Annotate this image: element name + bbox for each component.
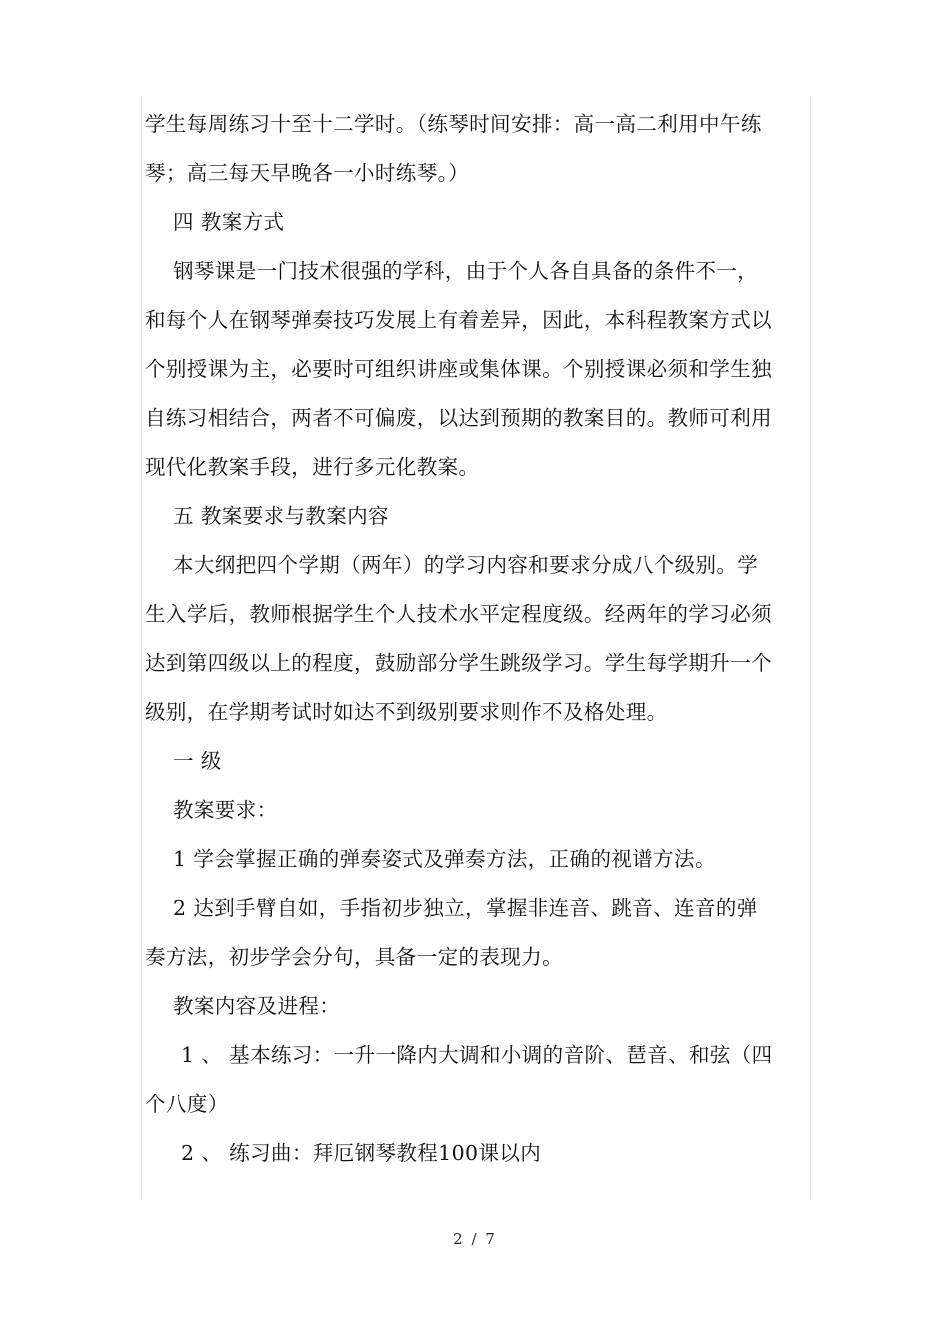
text-line: 个别授课为主，必要时可组织讲座或集体课。个别授课必须和学生独 [145, 357, 772, 381]
text-line: 现代化教案手段，进行多元化教案。 [145, 455, 480, 479]
text-line: 和每个人在钢琴弹奏技巧发展上有着差异，因此，本科程教案方式以 [145, 308, 772, 332]
text-line: 个八度） [145, 1092, 229, 1116]
text-line: 生入学后，教师根据学生个人技术水平定程度级。经两年的学习必须 [145, 602, 772, 626]
text-line: 琴；高三每天早晚各一小时练琴。） [145, 161, 470, 185]
text-line: 级别，在学期考试时如达不到级别要求则作不及格处理。 [145, 700, 668, 724]
section-heading: 五 教案要求与教案内容 [173, 504, 389, 528]
list-item: 2 达到手臂自如，手指初步独立，掌握非连音、跳音、连音的弹 [173, 896, 758, 920]
text-line: 学生每周练习十至十二学时。（练琴时间安排：高一高二利用中午练 [145, 112, 762, 136]
subheading: 教案内容及进程： [173, 994, 341, 1018]
text-line: 奏方法，初步学会分句，具备一定的表现力。 [145, 945, 563, 969]
document-body [145, 100, 817, 1178]
page-number: 2 / 7 [453, 1230, 497, 1248]
level-heading: 一 级 [173, 749, 222, 773]
text-line: 自练习相结合，两者不可偏废，以达到预期的教案目的。教师可利用 [145, 406, 772, 430]
list-item: 1 、 基本练习：一升一降内大调和小调的音阶、琶音、和弦（四 [181, 1043, 773, 1067]
section-heading: 四 教案方式 [173, 210, 285, 234]
text-line: 达到第四级以上的程度，鼓励部分学生跳级学习。学生每学期升一个 [145, 651, 772, 675]
list-item: 1 学会掌握正确的弹奏姿式及弹奏方法，正确的视谱方法。 [173, 847, 716, 871]
text-line: 本大纲把四个学期（两年）的学习内容和要求分成八个级别。学 [173, 553, 759, 577]
list-item: 2 、 练习曲：拜厄钢琴教程100课以内 [181, 1141, 542, 1165]
text-line: 钢琴课是一门技术很强的学科，由于个人各自具备的条件不一， [173, 259, 759, 283]
subheading: 教案要求： [173, 798, 278, 822]
